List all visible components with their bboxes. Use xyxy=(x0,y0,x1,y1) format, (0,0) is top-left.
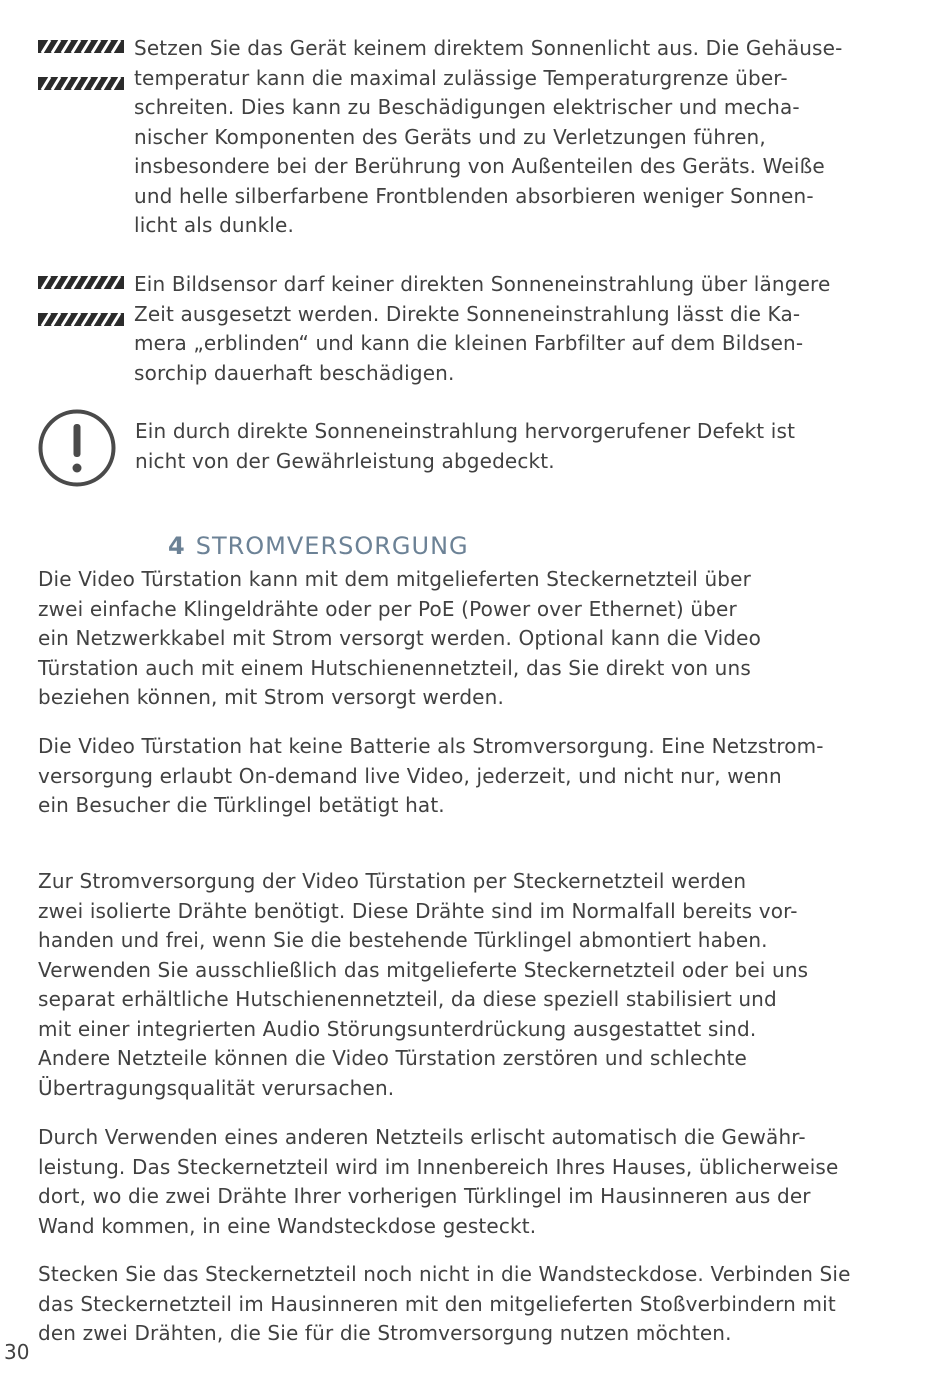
text-line: nicht von der Gewährleistung abgedeckt. xyxy=(135,448,555,473)
text-line: zwei einfache Klingeldrähte oder per PoE (Power over Ethernet) über xyxy=(38,596,737,621)
page-number: 30 xyxy=(4,1340,30,1364)
paragraph xyxy=(38,1123,838,1241)
notice-text xyxy=(135,417,795,476)
paragraph xyxy=(38,1260,851,1349)
hazard-stripe-icon xyxy=(38,77,124,90)
text-line: Ein Bildsensor darf keiner direkten Sonneneinstrahlung über längere xyxy=(134,272,831,296)
text-line: beziehen können, mit Strom versorgt werden. xyxy=(38,685,504,709)
text-line: schreiten. Dies kann zu Beschädigungen elektrischer und mecha- xyxy=(134,95,800,119)
text-line: nischer Komponenten des Geräts und zu Verletzungen führen, xyxy=(134,124,766,149)
warning-text xyxy=(134,34,842,241)
text-line: separat erhältliche Hutschienennetzteil, da diese speziell stabilisiert und xyxy=(38,987,777,1011)
section-title: STROMVERSORGUNG xyxy=(195,532,469,560)
paragraph xyxy=(38,867,808,1103)
hazard-stripe-icon xyxy=(38,40,124,53)
text-line: Wand kommen, in eine Wandsteckdose gesteckt. xyxy=(38,1213,537,1238)
text-line: Übertragungsqualität verursachen. xyxy=(38,1075,395,1100)
paragraph xyxy=(38,565,761,713)
exclamation-circle-icon xyxy=(38,409,116,487)
text-line: dort, wo die zwei Drähte Ihrer vorherigen Türklingel im Hausinneren aus der xyxy=(38,1184,811,1208)
text-line: mera „erblinden“ und kann die kleinen Farbfilter auf dem Bildsen- xyxy=(134,331,804,355)
text-line: Durch Verwenden eines anderen Netzteils erlischt automatisch die Gewähr- xyxy=(38,1125,806,1149)
text-line: insbesondere bei der Berührung von Außenteilen des Geräts. Weiße xyxy=(134,154,825,178)
text-line: Zeit ausgesetzt werden. Direkte Sonneneinstrahlung lässt die Ka- xyxy=(134,301,801,326)
text-line: den zwei Drähten, die Sie für die Stromversorgung nutzen möchten. xyxy=(38,1321,732,1345)
text-line: leistung. Das Steckernetzteil wird im Innenbereich Ihres Hauses, üblicherweise xyxy=(38,1154,839,1179)
text-line: ein Besucher die Türklingel betätigt hat. xyxy=(38,793,445,817)
text-line: versorgung erlaubt On-demand live Video, jederzeit, und nicht nur, wenn xyxy=(38,763,782,788)
warning-text xyxy=(134,270,830,388)
section-heading xyxy=(168,532,469,560)
text-line: und helle silberfarbene Frontblenden absorbieren weniger Sonnen- xyxy=(134,183,814,208)
text-line: licht als dunkle. xyxy=(134,213,294,237)
text-line: Zur Stromversorgung der Video Türstation per Steckernetzteil werden xyxy=(38,869,747,893)
text-line: temperatur kann die maximal zulässige Temperaturgrenze über- xyxy=(134,65,788,90)
text-line: Türstation auch mit einem Hutschienennetzteil, das Sie direkt von uns xyxy=(38,655,751,680)
text-line: Verwenden Sie ausschließlich das mitgelieferte Steckernetzteil oder bei uns xyxy=(38,957,809,982)
paragraph xyxy=(38,732,824,821)
text-line: handen und frei, wenn Sie die bestehende Türklingel abmontiert haben. xyxy=(38,928,768,952)
section-number: 4 xyxy=(168,532,186,560)
text-line: Ein durch direkte Sonneneinstrahlung hervorgerufener Defekt ist xyxy=(135,419,796,443)
text-line: Stecken Sie das Steckernetzteil noch nicht in die Wandsteckdose. Verbinden Sie xyxy=(38,1262,851,1286)
hazard-stripe-icon xyxy=(38,313,124,326)
text-line: Die Video Türstation hat keine Batterie als Stromversorgung. Eine Netzstrom- xyxy=(38,734,824,758)
text-line: das Steckernetzteil im Hausinneren mit den mitgelieferten Stoßverbindern mit xyxy=(38,1291,836,1316)
text-line: sorchip dauerhaft beschädigen. xyxy=(134,360,455,385)
text-line: zwei isolierte Drähte benötigt. Diese Drähte sind im Normalfall bereits vor- xyxy=(38,898,798,923)
hazard-stripe-icon xyxy=(38,276,124,289)
text-line: Die Video Türstation kann mit dem mitgelieferten Steckernetzteil über xyxy=(38,567,751,591)
text-line: Andere Netzteile können die Video Türstation zerstören und schlechte xyxy=(38,1046,748,1070)
text-line: mit einer integrierten Audio Störungsunterdrückung ausgestattet sind. xyxy=(38,1016,757,1041)
text-line: ein Netzwerkkabel mit Strom versorgt werden. Optional kann die Video xyxy=(38,626,761,650)
text-line: Setzen Sie das Gerät keinem direktem Sonnenlicht aus. Die Gehäuse- xyxy=(134,36,843,60)
